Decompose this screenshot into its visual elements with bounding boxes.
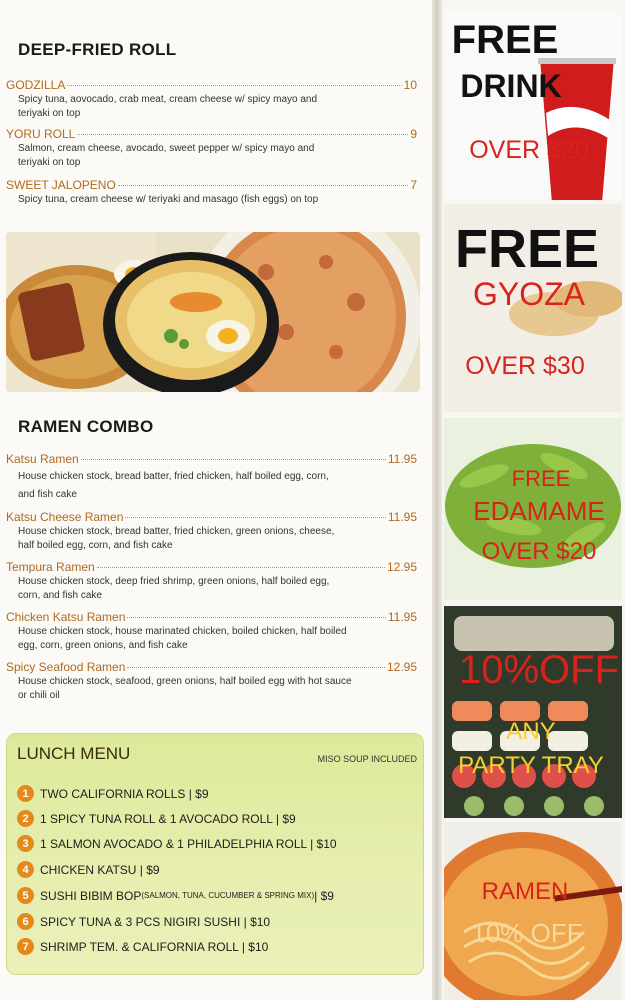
menu-item-chicken-katsu-ramen: [6, 610, 417, 652]
number-badge: 2: [17, 810, 34, 827]
item-price: 12.95: [386, 660, 417, 674]
promo-party-tray: [444, 606, 622, 818]
item-desc: House chicken stock, bread batter, fried chicken, green onions, cheese,: [18, 526, 335, 537]
lunch-item-detail: (SALMON, TUNA, CUCUMBER & SPRING MIX): [141, 891, 315, 900]
promo-line1: FREE: [454, 219, 600, 279]
number-badge: 7: [17, 938, 34, 955]
ramen-bowl-icon: [444, 822, 622, 1000]
item-price: 10: [403, 78, 417, 92]
menu-item-sweet-jalopeno: [6, 178, 417, 206]
number-badge: 5: [17, 887, 34, 904]
item-name: Tempura Ramen: [6, 560, 95, 574]
promo-line3: PARTY TRAY: [458, 752, 604, 779]
item-price: 11.95: [387, 452, 417, 466]
food-photo: [6, 232, 420, 392]
lunch-item-text: SHRIMP TEM. & CALIFORNIA ROLL | $10: [40, 939, 269, 954]
item-name: SWEET JALOPENO: [6, 178, 116, 192]
promo-line1: RAMEN: [481, 878, 569, 905]
promo-line2: 10% OFF: [471, 918, 583, 948]
lunch-item-6: [17, 913, 270, 930]
item-desc: Spicy tuna, cream cheese w/ teriyaki and masago (fish eggs) on top: [18, 194, 319, 205]
page-fold: [432, 0, 442, 1000]
item-desc: or chili oil: [18, 690, 60, 701]
item-name: Spicy Seafood Ramen: [6, 660, 126, 674]
promo-line3: OVER $20: [481, 538, 597, 565]
promo-line1: FREE: [451, 18, 559, 62]
menu-item-yoru-roll: [6, 127, 417, 169]
lunch-item-price: | $9: [314, 888, 334, 903]
item-name: Chicken Katsu Ramen: [6, 610, 126, 624]
menu-item-spicy-seafood-ramen: [6, 660, 417, 702]
promo-line3: OVER $20: [469, 136, 589, 164]
lunch-item-2: [17, 810, 296, 827]
promo-free-edamame: [444, 418, 622, 600]
item-name: Katsu Cheese Ramen: [6, 510, 124, 524]
promo-line3: OVER $30: [465, 352, 585, 380]
item-desc: Salmon, cream cheese, avocado, sweet pepper w/ spicy mayo and: [18, 143, 315, 154]
lunch-item-3: [17, 835, 337, 852]
lunch-item-4: [17, 861, 160, 878]
item-price: 12.95: [386, 560, 417, 574]
number-badge: 4: [17, 861, 34, 878]
promo-free-drink: [444, 10, 622, 200]
deep-fried-title: DEEP-FRIED ROLL: [18, 40, 177, 59]
lunch-item-5: [17, 887, 334, 904]
promo-line1: 10%OFF: [458, 648, 620, 692]
promo-line2: EDAMAME: [473, 496, 605, 526]
ramen-combo-title: RAMEN COMBO: [18, 417, 154, 436]
lunch-item-text: 1 SPICY TUNA ROLL & 1 AVOCADO ROLL | $9: [40, 811, 296, 826]
item-price: 9: [410, 127, 417, 141]
promo-line2: ANY: [506, 718, 556, 745]
lunch-menu-title: LUNCH MENU: [17, 744, 131, 763]
item-price: 11.95: [387, 610, 417, 624]
sushi-tray-icon: [444, 606, 622, 818]
number-badge: 1: [17, 785, 34, 802]
item-desc: corn, and fish cake: [18, 590, 102, 601]
item-desc: House chicken stock, house marinated chicken, boiled chicken, half boiled: [18, 626, 347, 637]
item-name: GODZILLA: [6, 78, 66, 92]
promo-free-gyoza: [444, 204, 622, 412]
item-price: 7: [410, 178, 417, 192]
item-price: 11.95: [387, 510, 417, 524]
miso-soup-note: MISO SOUP INCLUDED: [317, 754, 417, 764]
item-desc: teriyaki on top: [18, 157, 81, 168]
promo-line2: DRINK: [460, 68, 562, 104]
lunch-item-text: CHICKEN KATSU | $9: [40, 862, 160, 877]
item-desc: House chicken stock, bread batter, fried chicken, half boiled egg, corn,: [18, 471, 329, 482]
item-desc: teriyaki on top: [18, 108, 81, 119]
lunch-item-text: SUSHI BIBIM BOP: [40, 888, 142, 903]
menu-item-tempura-ramen: [6, 560, 417, 602]
item-desc: Spicy tuna, aovocado, crab meat, cream cheese w/ spicy mayo and: [18, 94, 318, 105]
item-desc: and fish cake: [18, 489, 77, 500]
promo-line1: FREE: [511, 466, 571, 491]
lunch-menu-box: [6, 733, 424, 975]
item-name: Katsu Ramen: [6, 452, 79, 466]
menu-item-katsu-cheese-ramen: [6, 510, 417, 552]
number-badge: 3: [17, 835, 34, 852]
menu-item-godzilla: [6, 78, 417, 120]
lunch-item-1: [17, 785, 209, 802]
item-desc: House chicken stock, seafood, green onions, half boiled egg with hot sauce: [18, 676, 352, 687]
item-name: YORU ROLL: [6, 127, 76, 141]
lunch-item-7: [17, 938, 268, 955]
item-desc: egg, corn, green onions, and fish cake: [18, 640, 188, 651]
item-desc: House chicken stock, deep fried shrimp, green onions, half boiled egg,: [18, 576, 330, 587]
lunch-item-text: 1 SALMON AVOCADO & 1 PHILADELPHIA ROLL | $10: [40, 836, 337, 851]
menu-item-katsu-ramen: [6, 452, 417, 505]
promo-ramen: [444, 822, 622, 1000]
lunch-item-text: TWO CALIFORNIA ROLLS | $9: [40, 786, 209, 801]
promo-line2: GYOZA: [472, 276, 585, 312]
number-badge: 6: [17, 913, 34, 930]
item-desc: half boiled egg, corn, and fish cake: [18, 540, 173, 551]
lunch-item-text: SPICY TUNA & 3 PCS NIGIRI SUSHI | $10: [40, 914, 271, 929]
